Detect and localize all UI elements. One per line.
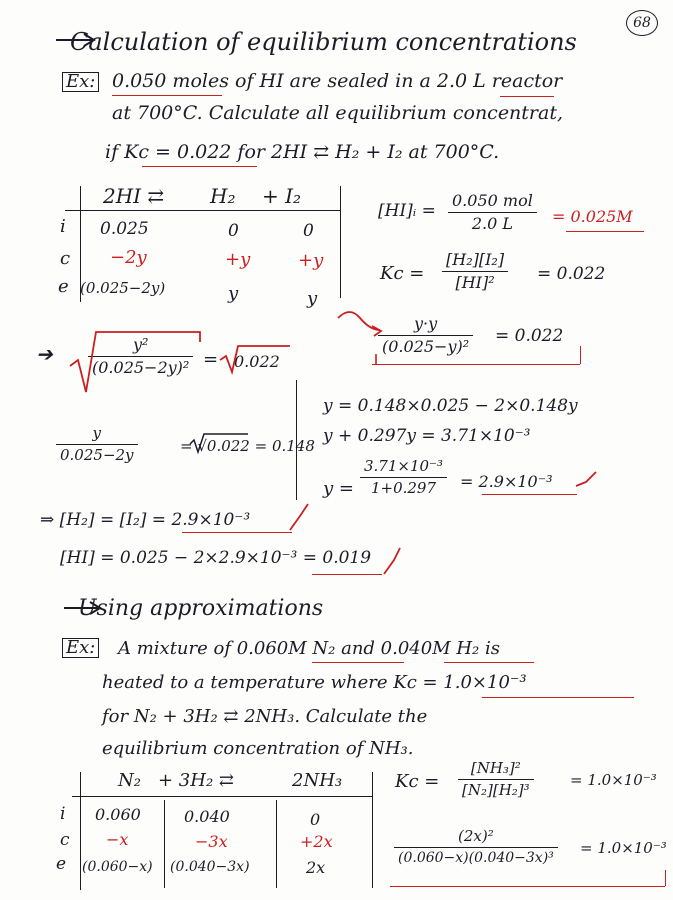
sub-expr-1-numerator: y·y (378, 315, 473, 336)
ratio-numerator: y (56, 425, 138, 445)
ice2-row-label-e: e (56, 854, 67, 874)
hi-initial-numerator: 0.050 mol (448, 192, 537, 213)
kc-expr-2-numerator: [NH₃]² (458, 760, 534, 780)
check-mark-icon (576, 472, 596, 486)
solve-line-2: y + 0.297y = 3.71×10⁻³ (323, 426, 531, 446)
ice2-cell: 0.060 (95, 805, 141, 824)
ice1-cell: (0.025−2y) (80, 279, 166, 297)
bullet-arrow-icon (64, 602, 100, 614)
answer-hi: [HI] = 0.025 − 2×2.9×10⁻³ = 0.019 (60, 548, 372, 568)
ice1-cell: 0 (303, 221, 314, 241)
kc-expr-2-denominator: [N₂][H₂]³ (462, 781, 530, 800)
ice1-header-i2: + I₂ (262, 184, 302, 208)
check-mark-icon (384, 548, 400, 574)
implies-arrow-1: ➔ (36, 342, 53, 366)
ice2-cell: +2x (300, 832, 333, 851)
problem-2-line-2: heated to a temperature where Kc = 1.0×10⁻³ (102, 672, 527, 693)
ice2-cell: 2x (306, 858, 326, 877)
solve-line-3-result: = 2.9×10⁻³ (460, 472, 553, 491)
kc-expr-1-lhs: Kc = (380, 263, 425, 284)
kc-expr-1-numerator: [H₂][I₂] (442, 251, 508, 272)
problem-2-line-3: for N₂ + 3H₂ ⇄ 2NH₃. Calculate the (102, 706, 428, 727)
ice1-row-label-e: e (58, 276, 69, 297)
hi-initial-denominator: 2.0 L (471, 214, 513, 234)
ice1-cell: +y (298, 250, 324, 271)
ice1-cell: y (228, 283, 239, 304)
sub-expr-2-numerator: (2x)² (394, 828, 558, 848)
ice2-cell: 0.040 (184, 807, 230, 826)
radical-sign-icon (190, 434, 248, 452)
ice2-cell: (0.040−3x) (170, 859, 250, 875)
ice1-header-h2: H₂ (210, 184, 236, 208)
bullet-arrow-icon (56, 34, 94, 46)
answer-h2-i2: ⇒ [H₂] = [I₂] = 2.9×10⁻³ (40, 510, 251, 530)
ratio-rhs: = √0.022 = 0.148 (180, 437, 315, 455)
ice1-cell: 0 (228, 221, 239, 241)
solve-line-1: y = 0.148×0.025 − 2×0.148y (323, 396, 578, 416)
ice1-row-label-c: c (60, 248, 71, 269)
sqrt-lhs-numerator: y² (88, 336, 193, 357)
ice2-cell: (0.060−x) (82, 859, 153, 875)
radical-sign-icon (70, 332, 200, 392)
sub-expr-1-denominator: (0.025−y)² (382, 337, 470, 357)
ice2-row-label-c: c (60, 830, 70, 850)
kc-expr-2-lhs: Kc = (395, 771, 440, 792)
kc-expr-2-result: = 1.0×10⁻³ (570, 771, 657, 789)
ice2-header-n2: N₂ (118, 770, 141, 791)
problem-2-line-1: A mixture of 0.060M N₂ and 0.040M H₂ is (118, 638, 500, 659)
sqrt-rhs-value: 0.022 (234, 352, 280, 371)
sub-expr-2-result: = 1.0×10⁻³ (580, 839, 667, 857)
ice1-cell: −2y (110, 247, 147, 268)
sqrt-equals: = (203, 349, 219, 370)
ice2-header-h2: + 3H₂ ⇄ (158, 770, 234, 791)
solve-line-3-lhs: y = (323, 478, 354, 499)
example-label-1: Ex: (62, 72, 99, 92)
ice1-cell: +y (225, 249, 251, 270)
ice1-cell: 0.025 (100, 219, 149, 239)
solve-line-3-numerator: 3.71×10⁻³ (360, 458, 447, 478)
ratio-denominator: 0.025−2y (60, 446, 134, 465)
ice2-cell: −x (106, 830, 129, 849)
radical-sign-icon (220, 346, 290, 372)
sub-expr-2-denominator: (0.060−x)(0.040−3x)³ (398, 850, 554, 867)
problem-1-line-2: at 700°C. Calculate all equilibrium concentrat, (112, 102, 564, 124)
ice1-header-2hi: 2HI ⇄ (103, 184, 165, 208)
solve-line-3-denominator: 1+0.297 (370, 479, 437, 498)
check-mark-icon (290, 504, 308, 530)
problem-2-line-4: equilibrium concentration of NH₃. (102, 738, 414, 759)
section-title-equilibrium: Calculation of equilibrium concentrations (70, 28, 577, 56)
ice1-row-label-i: i (60, 216, 66, 237)
kc-expr-1-result: = 0.022 (537, 264, 606, 284)
problem-1-line-3: if Kc = 0.022 for 2HI ⇄ H₂ + I₂ at 700°C. (105, 141, 500, 163)
ice2-cell: 0 (310, 810, 321, 829)
hi-initial-result: = 0.025M (552, 207, 633, 226)
sub-expr-1-result: = 0.022 (495, 326, 564, 346)
problem-1-line-1: 0.050 moles of HI are sealed in a 2.0 L reactor (112, 70, 563, 92)
example-label-2: Ex: (62, 638, 99, 658)
red-pointer-arrow-icon (338, 312, 381, 336)
ice2-header-nh3: 2NH₃ (292, 770, 343, 791)
kc-expr-1-denominator: [HI]² (455, 273, 495, 293)
hi-initial-lhs: [HI]ᵢ = (378, 201, 436, 221)
ice1-cell: y (307, 288, 318, 309)
sqrt-lhs-denominator: (0.025−2y)² (92, 358, 190, 378)
ice2-row-label-i: i (60, 804, 66, 824)
ice2-cell: −3x (195, 832, 228, 851)
section-title-approximations: Using approximations (78, 596, 324, 621)
page-number: 68 (626, 10, 658, 36)
